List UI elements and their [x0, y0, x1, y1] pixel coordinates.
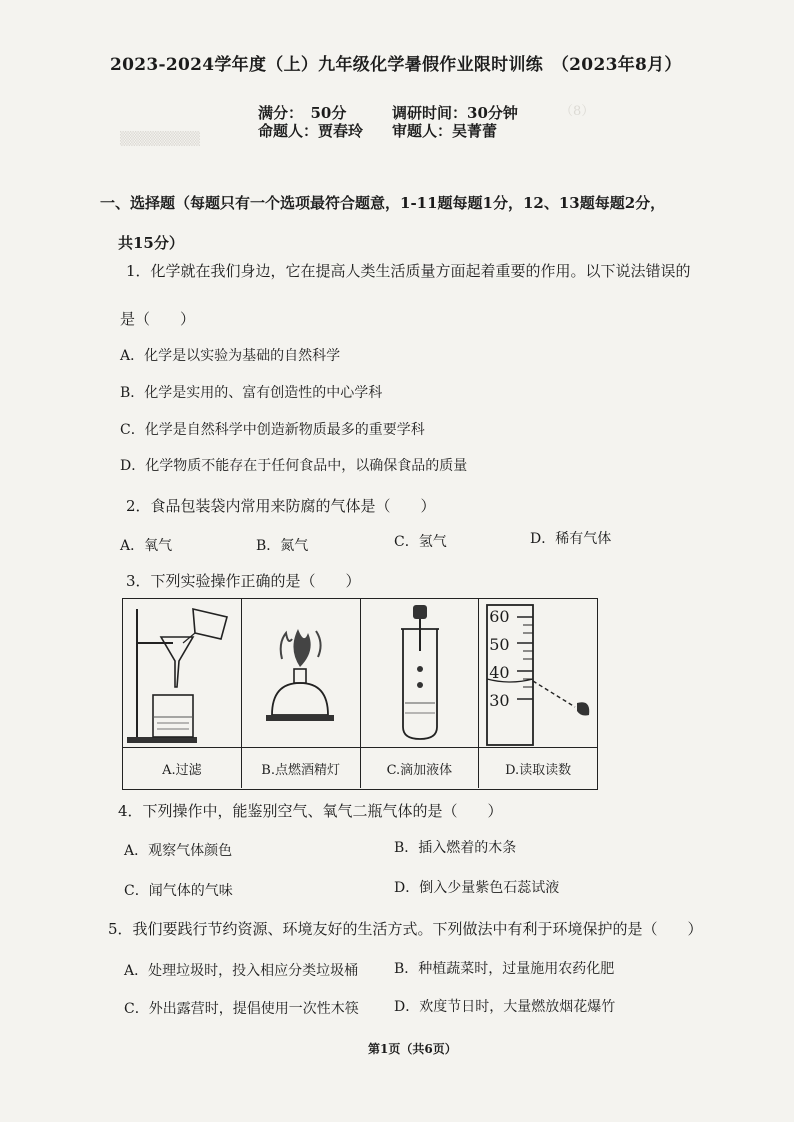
question-stem: 1．化学就在我们身边，它在提高人类生活质量方面起着重要的作用。以下说法错误的	[126, 262, 691, 280]
alcohol-lamp-icon	[242, 599, 360, 747]
option-c: C．外出露营时，提倡使用一次性木筷	[124, 1001, 359, 1017]
full-score: 满分： 50分	[258, 104, 347, 122]
option-b: B．种植蔬菜时，过量施用农药化肥	[394, 961, 615, 977]
option-d: D．化学物质不能存在于任何食品中，以确保食品的质量	[120, 458, 468, 474]
figure-cell-filtration	[123, 599, 242, 747]
exam-title: 2023-2024学年度（上）九年级化学暑假作业限时训练 （2023年8月）	[110, 55, 682, 75]
question-stem: 4．下列操作中，能鉴别空气、氧气二瓶气体的是（ ）	[118, 802, 503, 820]
option-d: D．稀有气体	[530, 531, 612, 547]
figure-label-c: C.滴加液体	[361, 748, 480, 788]
section-heading-cont: 共15分）	[118, 234, 184, 252]
figure-cell-graduated-cylinder	[479, 599, 597, 747]
dropper-test-tube-icon	[361, 599, 479, 747]
option-d: D．倒入少量紫色石蕊试液	[394, 880, 560, 896]
question-reviewer: 审题人：吴菁蕾	[392, 122, 498, 140]
option-a: A．处理垃圾时，投入相应分类垃圾桶	[124, 963, 359, 979]
option-c: C．氢气	[394, 534, 447, 550]
option-b: B．化学是实用的、富有创造性的中心学科	[120, 385, 383, 401]
tick-label: 30	[489, 691, 510, 710]
option-d: D．欢度节日时，大量燃放烟花爆竹	[394, 999, 616, 1015]
figure-label-a: A.过滤	[123, 748, 242, 788]
question-stem: 2．食品包装袋内常用来防腐的气体是（ ）	[126, 497, 436, 515]
tick-label: 60	[489, 607, 510, 626]
question-stem: 3．下列实验操作正确的是（ ）	[126, 572, 361, 590]
tick-label: 40	[489, 663, 510, 682]
experiment-figure	[122, 598, 598, 790]
question-stem-cont: 是（ ）	[120, 310, 196, 328]
tick-label: 50	[489, 635, 510, 654]
figure-label-d: D.读取读数	[505, 762, 572, 778]
exam-time: 调研时间：30分钟	[392, 104, 518, 122]
figure-cell-dropper	[361, 599, 480, 747]
bleed-through-text: （8）	[560, 104, 692, 119]
option-b: B．插入燃着的木条	[394, 840, 517, 856]
option-a: A．观察气体颜色	[124, 843, 233, 859]
page-number: 第1页（共6页）	[368, 1042, 457, 1056]
filtration-apparatus-icon	[123, 599, 241, 747]
figure-cell-alcohol-lamp	[242, 599, 361, 747]
section-heading: 一、选择题（每题只有一个选项最符合题意，1-11题每题1分，12、13题每题2分，	[100, 194, 666, 212]
option-a: A．氧气	[120, 538, 173, 554]
option-c: C．化学是自然科学中创造新物质最多的重要学科	[120, 422, 425, 438]
bleed-through-text: ▒▒▒▒▒▒▒▒	[120, 132, 200, 147]
question-stem: 5．我们要践行节约资源、环境友好的生活方式。下列做法中有利于环境保护的是（ ）	[108, 920, 703, 938]
option-a: A．化学是以实验为基础的自然科学	[120, 348, 341, 364]
question-author: 命题人：贾春玲	[258, 122, 364, 140]
option-b: B．氮气	[256, 538, 309, 554]
option-c: C．闻气体的气味	[124, 883, 233, 899]
figure-label-b: B.点燃酒精灯	[242, 748, 361, 788]
